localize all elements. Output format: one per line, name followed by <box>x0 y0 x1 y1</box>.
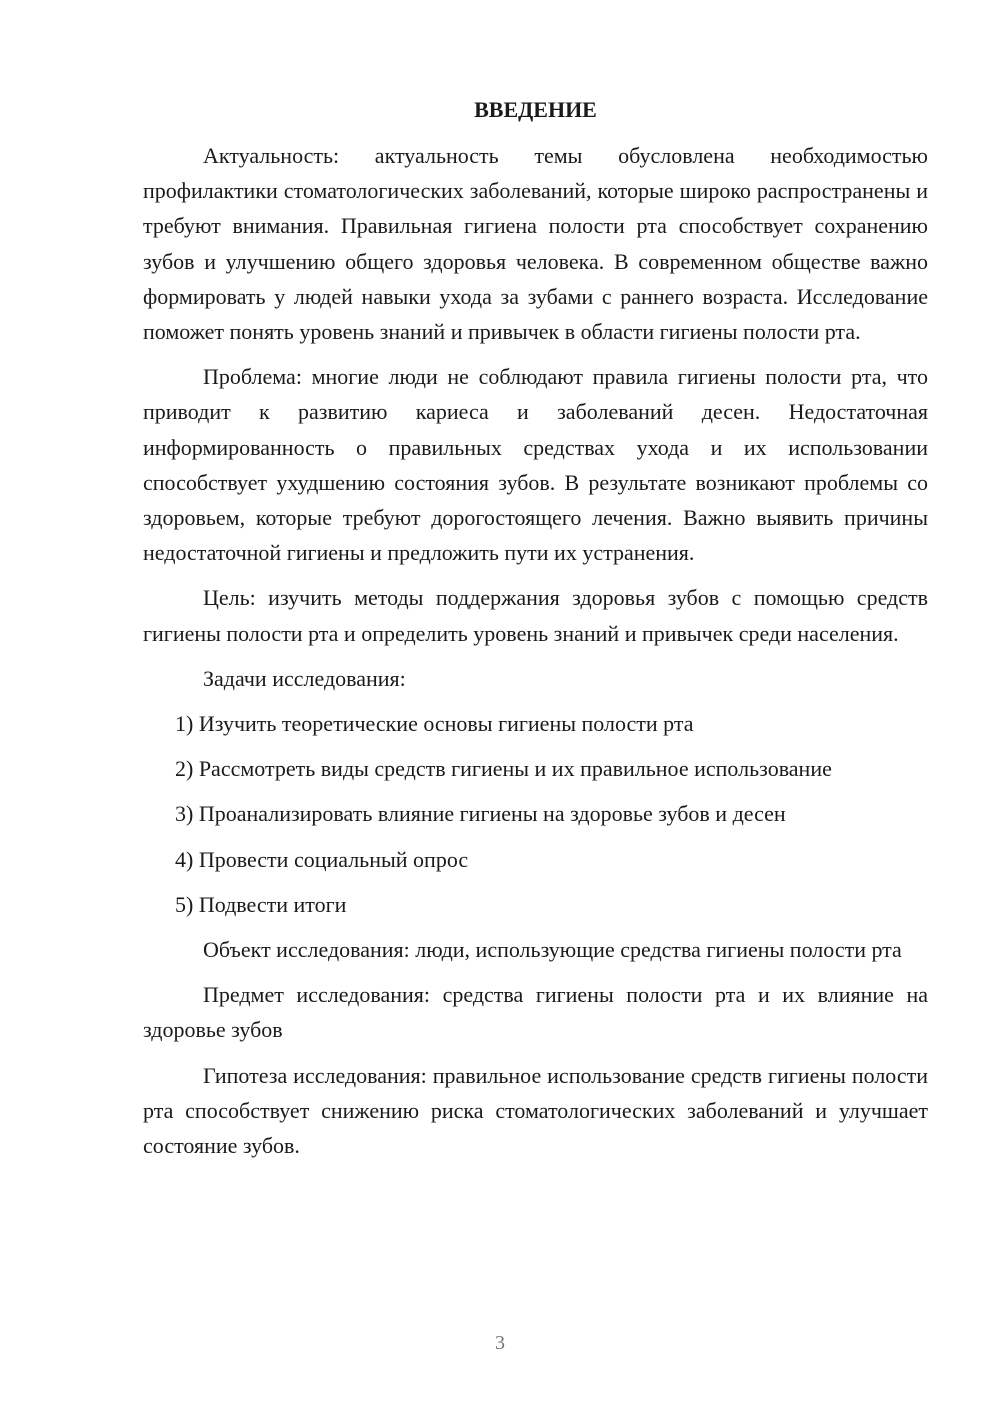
paragraph-hypothesis: Гипотеза исследования: правильное использование средств гигиены полости рта способствует снижению риска стоматологических заболеваний и улучшает состояние зубов. <box>143 1062 928 1159</box>
document-page <box>143 92 928 1173</box>
task-item: 4) Провести социальный опрос <box>175 846 469 872</box>
paragraph-object: Объект исследования: люди, использующие средства гигиены полости рта <box>203 937 902 963</box>
task-item: 2) Рассмотреть виды средств гигиены и их правильное использование <box>175 756 832 782</box>
task-item: 3) Проанализировать влияние гигиены на здоровье зубов и десен <box>175 801 786 827</box>
task-item: 1) Изучить теоретические основы гигиены полости рта <box>175 711 694 737</box>
task-item: 5) Подвести итоги <box>175 891 347 917</box>
paragraph-relevance: Актуальность: актуальность темы обусловлена необходимостью профилактики стоматологических заболеваний, которые широко распространены и требуют внимания. Правильная гигиена полости рта способствует сохранению зубов и улучшению общего здоровья человека. В современном обществе важно формировать у людей навыки ухода за зубами с раннего возраста. Исследование поможет понять уровень знаний и привычек в области гигиены полости рта. <box>143 143 928 345</box>
paragraph-subject: Предмет исследования: средства гигиены полости рта и их влияние на здоровье зубов <box>143 982 928 1043</box>
paragraph-problem: Проблема: многие люди не соблюдают правила гигиены полости рта, что приводит к развитию кариеса и заболеваний десен. Недостаточная информированность о правильных средствах ухода и их использовании способствует ухудшению состояния зубов. В результате возникают проблемы со здоровьем, которые требуют дорогостоящего лечения. Важно выявить причины недостаточной гигиены и предложить пути их устранения. <box>143 364 928 566</box>
section-title: ВВЕДЕНИЕ <box>474 97 597 122</box>
paragraph-goal: Цель: изучить методы поддержания здоровья зубов с помощью средств гигиены полости рта и определить уровень знаний и привычек среди населения. <box>143 585 928 646</box>
page-number: 3 <box>495 1332 505 1354</box>
paragraph-tasks-heading: Задачи исследования: <box>203 665 406 691</box>
